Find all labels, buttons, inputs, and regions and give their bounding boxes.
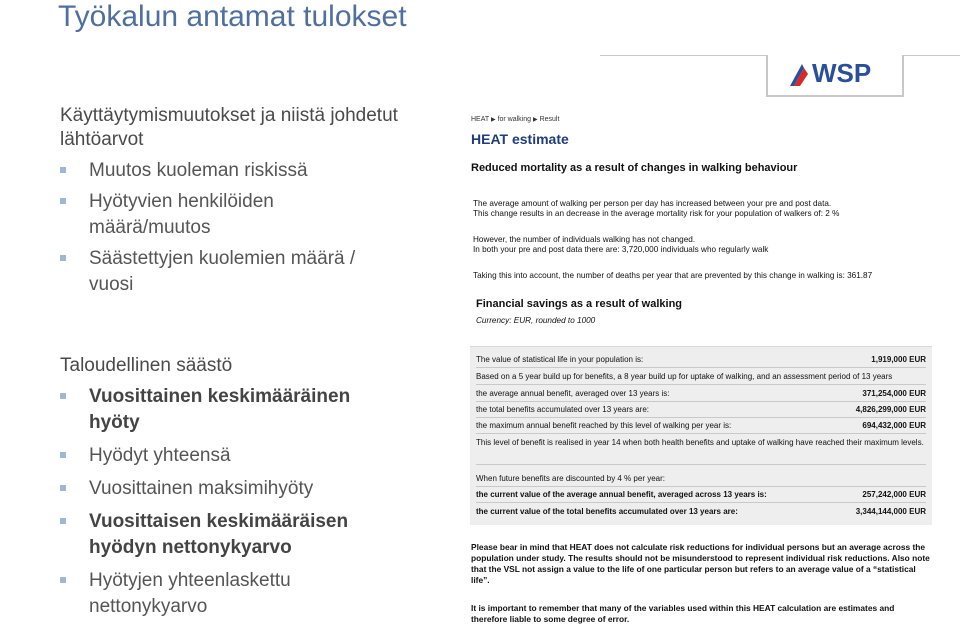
bullet-square-icon [60, 255, 66, 261]
section1 [60, 104, 400, 298]
section1-heading: Käyttäytymismuutokset ja niistä johdetut lähtöarvot [60, 105, 398, 150]
arrow-right-icon: ▶ [532, 117, 538, 123]
bullet-item: Muutos kuoleman riskissä [60, 158, 400, 184]
wsp-logo-text: WSP [812, 58, 872, 88]
disclaimer-note-2: It is important to remember that many of the variables used within this HEAT calculation are estimates and therefore liable to some degree of error. [471, 603, 895, 624]
financial-results-panel: The value of statistical life in your population is: 1,919,000 EUR Based on a 5 year build up for benefits, a 8 year build up for uptake of walking, and an assessment period of 13 years the average annual benefit, averaged over 13 years is: 371,254,000 EUR the total benefits accumulated over 13 years are: 4,826,299,000 EUR the maximum annual benefit reached by this level of walking per year is: 694,432,000 EUR This level of benefit is realised in year 14 when both health benefits and uptake of walking have reached their maximum levels. When future benefits are discounted by 4 % per year: the current value of the average annual benefit, averaged across 13 years is: 257,242,000 EUR the current value of the total benefits accumulated over 13 years are: 3,344,144,000 EUR [470, 346, 932, 525]
bullet-item: Hyötyvien henkilöiden määrä/muutos [60, 189, 400, 241]
breadcrumb-item[interactable]: Result [539, 116, 560, 123]
bullet-item: Vuosittainen keskimääräinen hyöty [60, 384, 400, 436]
section2-heading: Taloudellinen säästö [60, 355, 233, 376]
heat-title: HEAT estimate [471, 131, 569, 147]
logo-rule-left [600, 55, 766, 56]
logo-rule-right [900, 55, 960, 56]
bullet-square-icon [60, 452, 66, 458]
divider [476, 486, 926, 487]
financial-title: Financial savings as a result of walking [476, 298, 683, 310]
breadcrumb [471, 116, 559, 123]
bullet-square-icon [60, 393, 66, 399]
mortality-title: Reduced mortality as a result of changes in walking behaviour [471, 162, 798, 174]
divider [476, 367, 926, 368]
divider [476, 464, 926, 465]
divider [476, 502, 926, 503]
slide-title: Työkalun antamat tulokset [58, 0, 407, 33]
bullet-item: Säästettyjen kuolemien määrä / vuosi [60, 246, 400, 298]
mortality-text-1: The average amount of walking per person per day has increased between your pre and post data. This change results in an decrease in the average mortality risk for your population of walkers of: 2 % [473, 199, 840, 218]
bullet-square-icon [60, 518, 66, 524]
mortality-text-3: Taking this into account, the number of deaths per year that are prevented by this change in walking is: 361.87 [473, 271, 873, 280]
arrow-right-icon: ▶ [490, 117, 496, 123]
breadcrumb-item[interactable]: HEAT [471, 116, 490, 123]
currency-note: Currency: EUR, rounded to 1000 [476, 316, 596, 325]
bullet-item: Hyötyjen yhteenlaskettu nettonykyarvo [60, 568, 400, 620]
breadcrumb-item[interactable]: for walking [497, 116, 532, 123]
wsp-logo-icon [788, 62, 812, 88]
bullet-square-icon [60, 198, 66, 204]
bullet-square-icon [60, 577, 66, 583]
divider [476, 417, 926, 418]
disclaimer-note-1: Please bear in mind that HEAT does not calculate risk reductions for individual persons but an average across the population under study. The results should not be misunderstood to represent individual risk reductions. Also note that the VSL not assign a value to the life of one particular person but refers to an average value of a “statistical life”. [471, 542, 930, 585]
divider [476, 433, 926, 434]
bullet-item: Vuosittainen maksimihyöty [60, 476, 400, 502]
divider [476, 401, 926, 402]
bullet-square-icon [60, 167, 66, 173]
section2 [60, 354, 400, 620]
bullet-item: Hyödyt yhteensä [60, 443, 400, 469]
bullet-item: Vuosittaisen keskimääräisen hyödyn nettonykyarvo [60, 509, 400, 561]
bullet-square-icon [60, 485, 66, 491]
mortality-text-2: However, the number of individuals walking has not changed. In both your pre and post data there are: 3,720,000 individuals who regularly walk [473, 235, 769, 254]
divider [476, 384, 926, 385]
